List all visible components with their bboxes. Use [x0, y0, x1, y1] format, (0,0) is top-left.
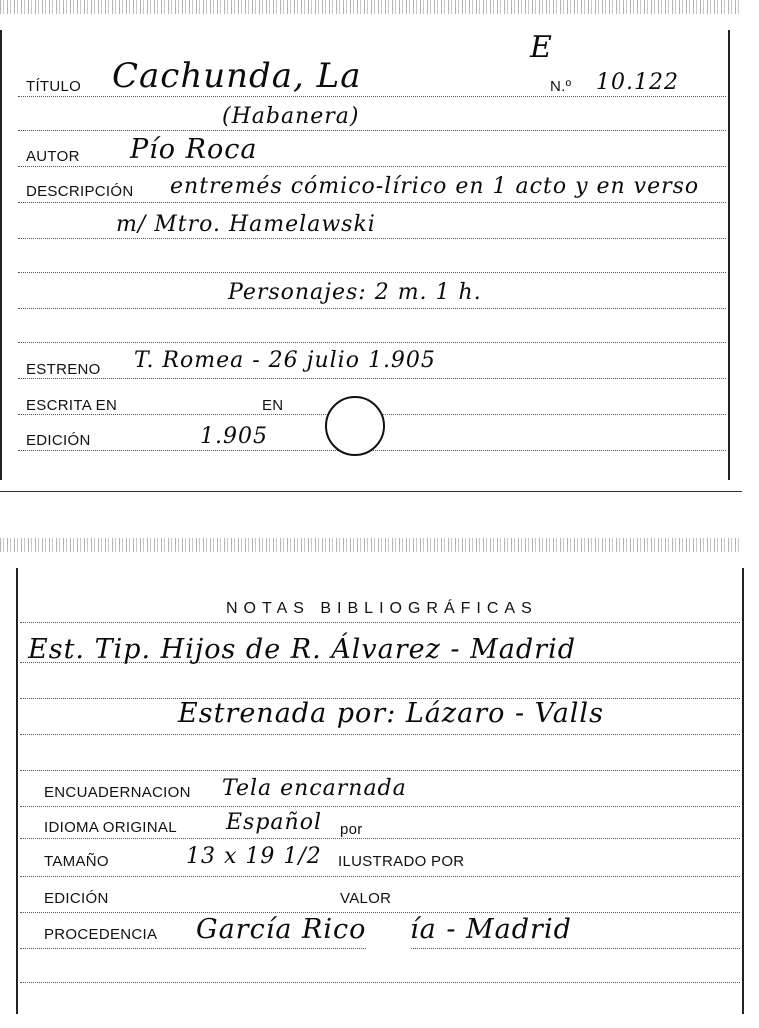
ilustrado-label: ILUSTRADO POR	[338, 853, 465, 870]
autor-value: Pío Roca	[130, 134, 258, 165]
escrita-label: ESCRITA EN	[26, 397, 118, 414]
titulo-subtitle: (Habanera)	[222, 104, 360, 129]
idioma-value: Español	[226, 810, 322, 835]
catalog-card-back	[0, 538, 742, 1016]
tamano-value: 13 x 19 1/2	[186, 844, 322, 869]
punch-hole	[322, 392, 392, 458]
descripcion-value: entremés cómico-lírico en 1 acto y en verso	[170, 174, 700, 199]
procedencia-label: PROCEDENCIA	[44, 926, 158, 943]
card-top-edge	[0, 0, 742, 14]
estreno-value: T. Romea - 26 julio 1.905	[134, 348, 436, 373]
encuadernacion-value: Tela encarnada	[222, 776, 407, 801]
mark-letter: E	[530, 30, 553, 65]
encuadernacion-label: ENCUADERNACION	[44, 784, 191, 801]
nota-estreno: Estrenada por: Lázaro - Valls	[178, 698, 604, 729]
numero-label: N.º	[550, 78, 572, 95]
punch-hole	[366, 918, 410, 982]
card-bottom-edge	[0, 538, 742, 552]
titulo-label: TÍTULO	[26, 78, 82, 95]
en-label: EN	[262, 397, 284, 414]
notas-heading: NOTAS BIBLIOGRÁFICAS	[226, 600, 538, 617]
descripcion-line2: m/ Mtro. Hamelawski	[116, 212, 376, 237]
numero-value: 10.122	[596, 70, 679, 95]
nota-imprenta: Est. Tip. Hijos de R. Álvarez - Madrid	[28, 634, 576, 665]
edicion-label: EDICIÓN	[26, 432, 91, 449]
estreno-label: ESTRENO	[26, 361, 101, 378]
personajes-note: Personajes: 2 m. 1 h.	[228, 280, 482, 305]
procedencia-value: García Rico	[196, 914, 367, 945]
tamano-label: TAMAÑO	[44, 853, 109, 870]
autor-label: AUTOR	[26, 148, 80, 165]
edicion-value: 1.905	[200, 424, 268, 449]
catalog-card-front	[0, 0, 742, 482]
por-label: por	[340, 821, 363, 838]
titulo-value: Cachunda, La	[112, 56, 362, 96]
descripcion-label: DESCRIPCIÓN	[26, 183, 134, 200]
valor-label: VALOR	[340, 890, 392, 907]
edicion-label-2: EDICIÓN	[44, 890, 109, 907]
procedencia-value-2: ía - Madrid	[410, 914, 572, 945]
idioma-label: IDIOMA ORIGINAL	[44, 819, 177, 836]
card-separator	[0, 491, 742, 492]
